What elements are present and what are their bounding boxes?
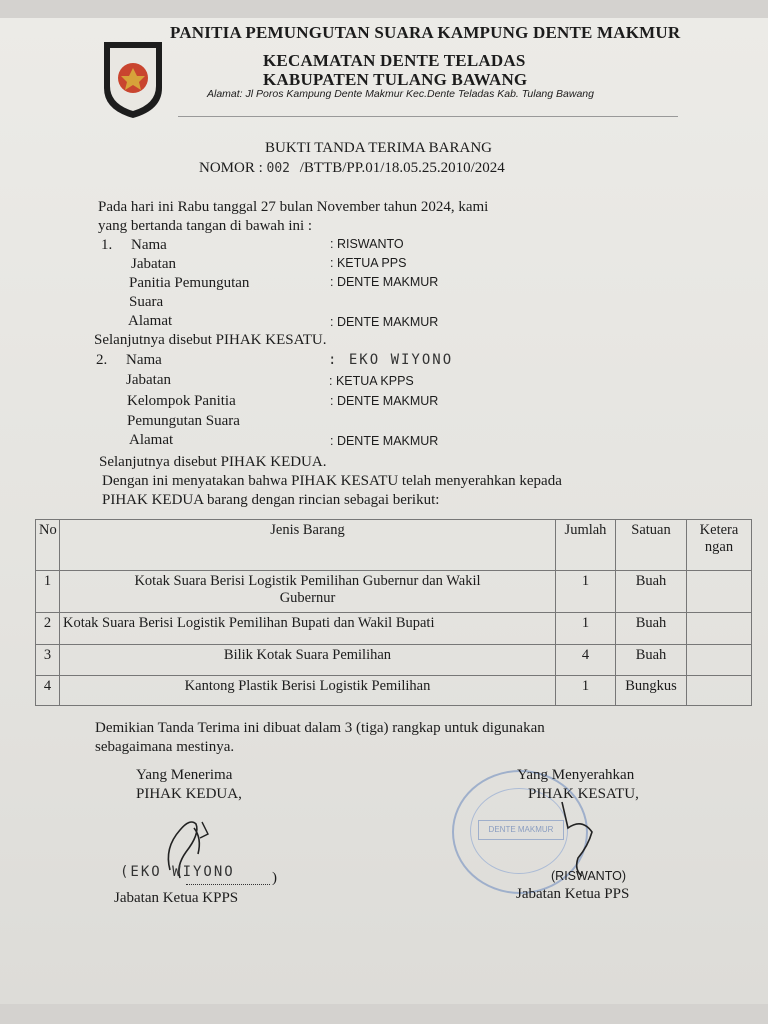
row-keterangan xyxy=(687,645,752,676)
table-row xyxy=(36,645,752,676)
header-address: Alamat: Jl Poros Kampung Dente Makmur Kec.Dente Teladas Kab. Tulang Bawang xyxy=(207,88,594,100)
header-line-1: PANITIA PEMUNGUTAN SUARA KAMPUNG DENTE MAKMUR xyxy=(170,23,681,42)
row-jenis-line-1: Kotak Suara Berisi Logistik Pemilihan Gubernur dan Wakil xyxy=(134,573,481,589)
giver-party: PIHAK KESATU, xyxy=(528,786,639,802)
giver-title: Jabatan Ketua PPS xyxy=(516,886,630,902)
receiver-role: Yang Menerima xyxy=(136,767,233,783)
receiver-name-line xyxy=(186,884,270,885)
row-jumlah: 1 xyxy=(556,571,616,613)
party2-designation: Selanjutnya disebut PIHAK KEDUA. xyxy=(99,454,327,470)
giver-signature-icon xyxy=(548,798,608,878)
row-satuan: Bungkus xyxy=(616,676,687,706)
party2-jabatan: : KETUA KPPS xyxy=(329,374,414,388)
table-row xyxy=(36,676,752,706)
row-jumlah: 1 xyxy=(556,676,616,706)
document-number xyxy=(199,160,505,177)
party2-label-jabatan: Jabatan xyxy=(126,372,171,388)
giver-name: (RISWANTO) xyxy=(551,869,626,883)
number-prefix: NOMOR : xyxy=(199,160,263,176)
header-keterangan-2: ngan xyxy=(704,539,734,555)
header-satuan: Satuan xyxy=(616,520,687,571)
row-jenis-line-2: Gubernur xyxy=(279,590,336,606)
receiver-party: PIHAK KEDUA, xyxy=(136,786,242,802)
party1-label-panitia-2: Suara xyxy=(129,294,164,310)
giver-role: Yang Menyerahkan xyxy=(517,767,635,783)
row-jenis xyxy=(60,571,556,613)
row-no: 4 xyxy=(36,676,60,706)
row-keterangan xyxy=(687,613,752,645)
party2-alamat: : DENTE MAKMUR xyxy=(330,434,439,448)
receiver-name-handwritten: (EKO WIYONO xyxy=(120,864,235,880)
row-jenis: Kantong Plastik Berisi Logistik Pemilihan xyxy=(60,676,556,706)
items-table xyxy=(35,519,752,706)
receiver-title: Jabatan Ketua KPPS xyxy=(114,890,239,906)
header-line-3: KABUPATEN TULANG BAWANG xyxy=(263,70,528,89)
closing-line-2: sebagaimana mestinya. xyxy=(95,739,235,755)
header-line-2: KECAMATAN DENTE TELADAS xyxy=(263,51,526,70)
row-satuan: Buah xyxy=(616,613,687,645)
party1-panitia: : DENTE MAKMUR xyxy=(330,275,439,289)
party1-designation: Selanjutnya disebut PIHAK KESATU. xyxy=(94,332,327,348)
party1-label-panitia: Panitia Pemungutan xyxy=(129,275,250,291)
intro-line-1: Pada hari ini Rabu tanggal 27 bulan November tahun 2024, kami xyxy=(98,199,489,215)
party1-label-alamat: Alamat xyxy=(128,313,173,329)
row-no: 1 xyxy=(36,571,60,613)
party2-number: 2. xyxy=(96,352,108,368)
table-header-row xyxy=(36,520,752,571)
table-row xyxy=(36,571,752,613)
statement-line-2: PIHAK KEDUA barang dengan rincian sebagai berikut: xyxy=(102,492,440,508)
row-jumlah: 1 xyxy=(556,613,616,645)
header-keterangan xyxy=(687,520,752,571)
party1-jabatan: : KETUA PPS xyxy=(330,256,407,270)
party2-label-nama: Nama xyxy=(126,352,162,368)
row-keterangan xyxy=(687,571,752,613)
header-divider xyxy=(178,116,678,117)
party1-nama: : RISWANTO xyxy=(330,237,404,251)
party2-nama-handwritten: : EKO WIYONO xyxy=(328,352,454,368)
row-no: 3 xyxy=(36,645,60,676)
party2-label-alamat: Alamat xyxy=(129,432,174,448)
header-jumlah: Jumlah xyxy=(556,520,616,571)
number-rest: /BTTB/PP.01/18.05.25.2010/2024 xyxy=(299,160,505,176)
number-handwritten: 002 xyxy=(266,161,290,176)
party1-label-nama: Nama xyxy=(131,237,167,253)
closing-line-1: Demikian Tanda Terima ini dibuat dalam 3 (tiga) rangkap untuk digunakan xyxy=(95,720,545,736)
header-keterangan-1: Ketera xyxy=(699,522,739,538)
table-row xyxy=(36,613,752,645)
header-jenis-barang: Jenis Barang xyxy=(60,520,556,571)
party2-label-kelompok: Kelompok Panitia xyxy=(127,393,236,409)
statement-line-1: Dengan ini menyatakan bahwa PIHAK KESATU telah menyerahkan kepada xyxy=(102,473,562,489)
row-jumlah: 4 xyxy=(556,645,616,676)
kpu-logo-icon xyxy=(96,38,170,120)
document-title: BUKTI TANDA TERIMA BARANG xyxy=(265,140,493,156)
row-no: 2 xyxy=(36,613,60,645)
intro-line-2: yang bertanda tangan di bawah ini : xyxy=(98,218,313,234)
row-satuan: Buah xyxy=(616,645,687,676)
row-jenis: Bilik Kotak Suara Pemilihan xyxy=(60,645,556,676)
row-keterangan xyxy=(687,676,752,706)
party1-alamat: : DENTE MAKMUR xyxy=(330,315,439,329)
row-jenis: Kotak Suara Berisi Logistik Pemilihan Bupati dan Wakil Bupati xyxy=(60,613,556,645)
party2-kelompok: : DENTE MAKMUR xyxy=(330,394,439,408)
party1-label-jabatan: Jabatan xyxy=(131,256,176,272)
row-satuan: Buah xyxy=(616,571,687,613)
receiver-name-close: ) xyxy=(272,870,277,886)
stamp-text: DENTE MAKMUR xyxy=(478,820,564,840)
document-page xyxy=(0,18,768,1004)
party2-label-kelompok-2: Pemungutan Suara xyxy=(127,413,240,429)
header-no: No xyxy=(36,520,60,571)
party1-number: 1. xyxy=(101,237,113,253)
